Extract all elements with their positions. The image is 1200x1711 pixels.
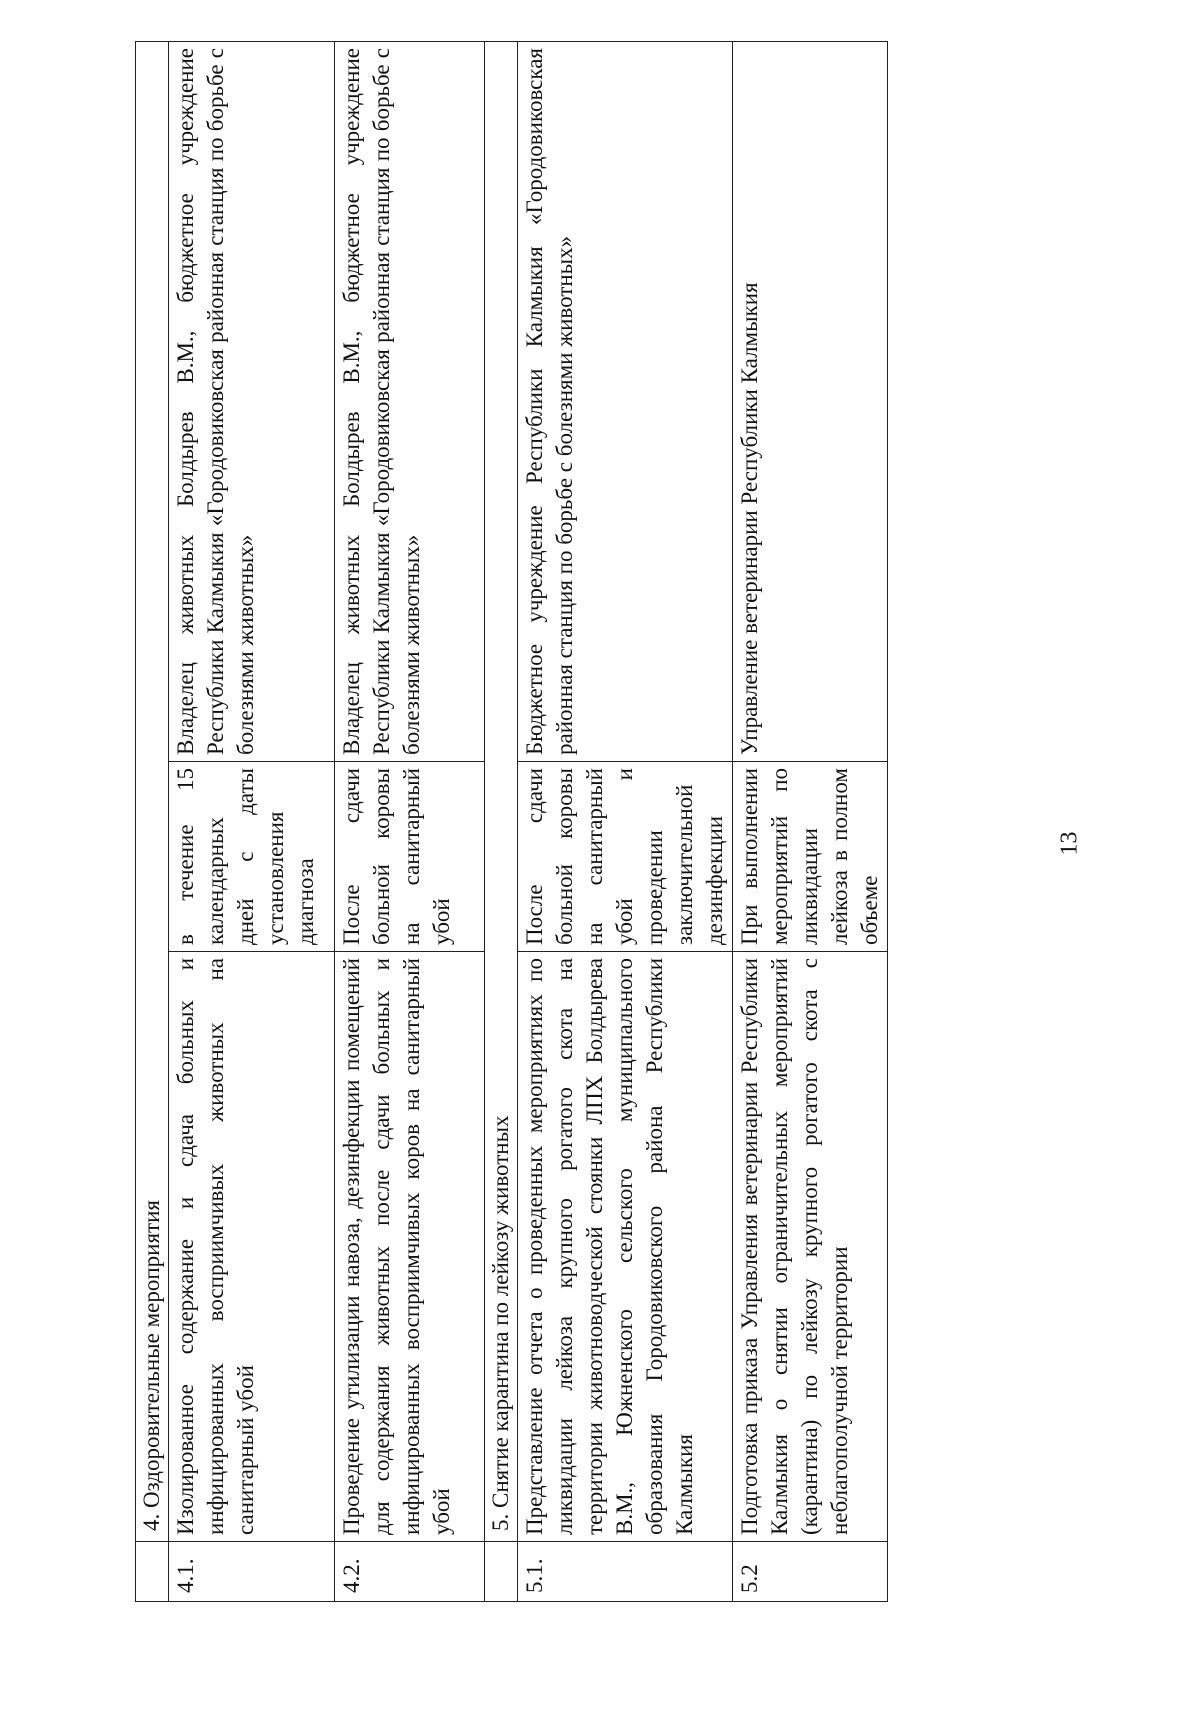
page-number: 13	[1056, 831, 1083, 856]
rotated-table-region	[135, 42, 905, 1602]
row-number: 4.1.	[169, 1542, 335, 1602]
measures-table	[135, 41, 888, 1602]
term-cell: После сдачи больной коровы на санитарный убой и проведении заключительной дезинфекции	[518, 762, 733, 952]
responsible-cell: Владелец животных Болдырев В.М., бюджетное учреждение Республики Калмыкия «Городовиковская районная станция по борьбе с болезнями животных»	[169, 42, 335, 762]
table-row	[518, 42, 733, 1602]
measure-cell: Проведение утилизации навоза, дезинфекции помещений для содержания животных после сдачи больных и инфицированных восприимчивых коров на санитарный убой	[335, 952, 485, 1542]
row-number: 5.1.	[518, 1542, 733, 1602]
measure-cell: Представление отчета о проведенных мероприятиях по ликвидации лейкоза крупного рогатого скота на территории животноводческой стоянки ЛПХ Болдырева В.М., Южненского сельского муниципального образования Городовиковского района Республики Калмыкия	[518, 952, 733, 1542]
responsible-cell: Управление ветеринарии Республики Калмыкия	[733, 42, 888, 762]
term-cell: При выполнении мероприятий по ликвидации лейкоза в полном объеме	[733, 762, 888, 952]
responsible-cell: Владелец животных Болдырев В.М., бюджетное учреждение Республики Калмыкия «Городовиковская районная станция по борьбе с болезнями животных»	[335, 42, 485, 762]
term-cell: в течение 15 календарных дней с даты установления диагноза	[169, 762, 335, 952]
section-header-row	[136, 42, 169, 1602]
table-row	[733, 42, 888, 1602]
section-header-row	[485, 42, 518, 1602]
row-number: 4.2.	[335, 1542, 485, 1602]
term-cell: После сдачи больной коровы на санитарный убой	[335, 762, 485, 952]
row-number: 5.2	[733, 1542, 888, 1602]
measure-cell: Подготовка приказа Управления ветеринарии Республики Калмыкия о снятии ограничительных мероприятий (карантина) по лейкозу крупного рогатого скота с неблагополучной территории	[733, 952, 888, 1542]
section-title: 4. Оздоровительные мероприятия	[136, 42, 169, 1542]
table-row	[335, 42, 485, 1602]
section-title: 5. Снятие карантина по лейкозу животных	[485, 42, 518, 1542]
responsible-cell: Бюджетное учреждение Республики Калмыкия «Городовиковская районная станция по борьбе с болезнями животных»	[518, 42, 733, 762]
table-row	[169, 42, 335, 1602]
measure-cell: Изолированное содержание и сдача больных и инфицированных восприимчивых животных на санитарный убой	[169, 952, 335, 1542]
